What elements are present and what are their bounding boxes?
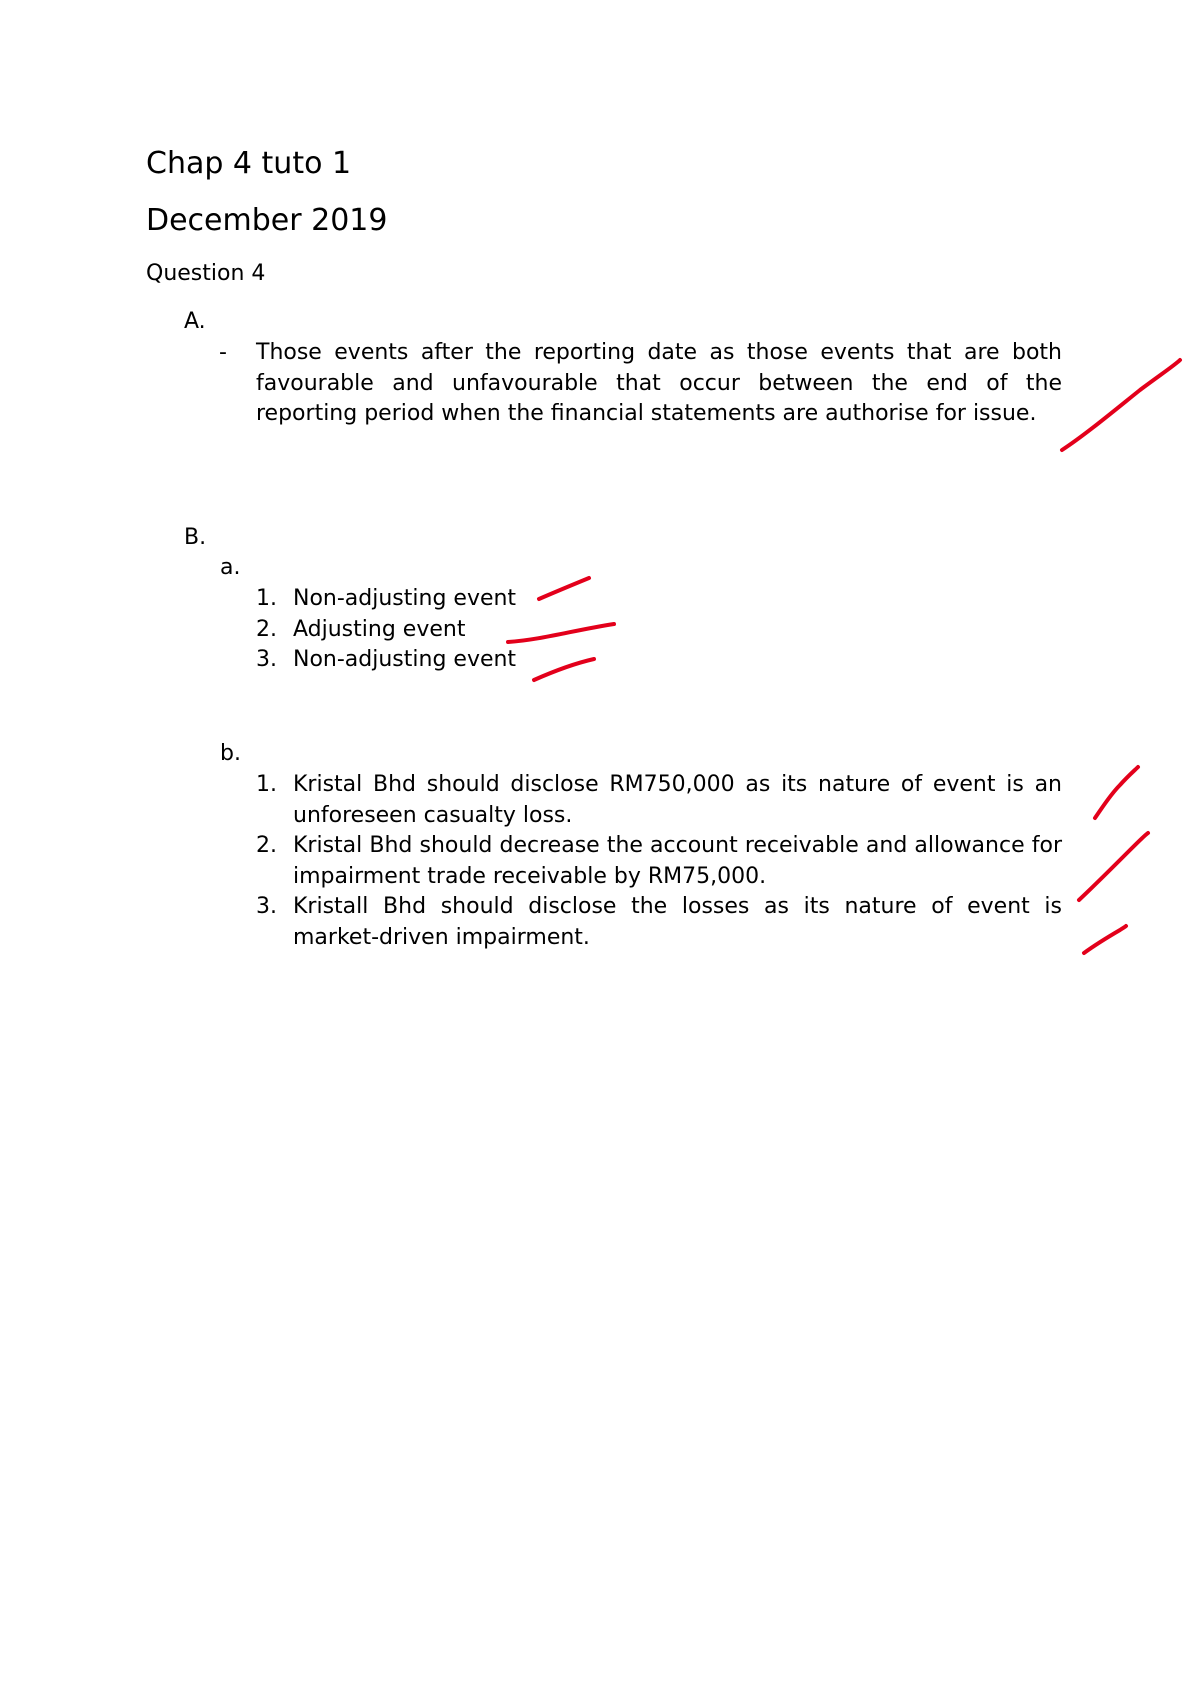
document-title: Chap 4 tuto 1 [146,146,352,181]
part-a-label: a. [220,555,241,580]
section-a-label: A. [184,309,206,334]
dash-bullet: - [219,340,227,365]
list-item [256,892,1062,953]
part-a-list [256,584,516,676]
list-item-text: Non-adjusting event [293,586,517,611]
red-tick-mark [1062,360,1180,450]
list-number: 2. [256,616,277,642]
section-b-label: B. [184,525,207,550]
red-tick-mark [534,659,594,680]
red-tick-mark [1095,767,1138,818]
list-item [256,584,516,615]
list-number: 1. [256,772,277,797]
red-tick-mark [508,624,614,642]
red-tick-mark [1084,926,1126,953]
list-item-text: Adjusting event [293,616,466,642]
part-b-list [256,770,1062,953]
part-b-label: b. [220,741,241,766]
list-item [256,645,516,676]
list-item [256,831,1062,892]
list-item-text: Kristall Bhd should disclose the losses as its nature of event is market-driven impairment. [293,894,1062,950]
list-item [256,770,1062,831]
list-item-text: Kristal Bhd should disclose RM750,000 as its nature of event is an unforeseen casualty loss. [293,772,1062,828]
list-item-text: Non-adjusting event [293,647,517,672]
list-item [256,615,516,646]
red-tick-mark [1079,833,1148,900]
list-number: 3. [256,647,277,672]
list-item-text: Kristal Bhd should decrease the account receivable and allowance for impairment trade receivable by RM75,000. [293,833,1062,889]
red-tick-mark [539,578,589,599]
question-heading: Question 4 [146,261,266,286]
section-a-answer: Those events after the reporting date as those events that are both favourable and unfavourable that occur between the end of the reporting period when the financial statements are authorise for issue. [256,340,1062,426]
list-number: 1. [256,586,277,611]
list-number: 3. [256,894,277,919]
document-date: December 2019 [146,203,388,238]
list-number: 2. [256,833,277,858]
